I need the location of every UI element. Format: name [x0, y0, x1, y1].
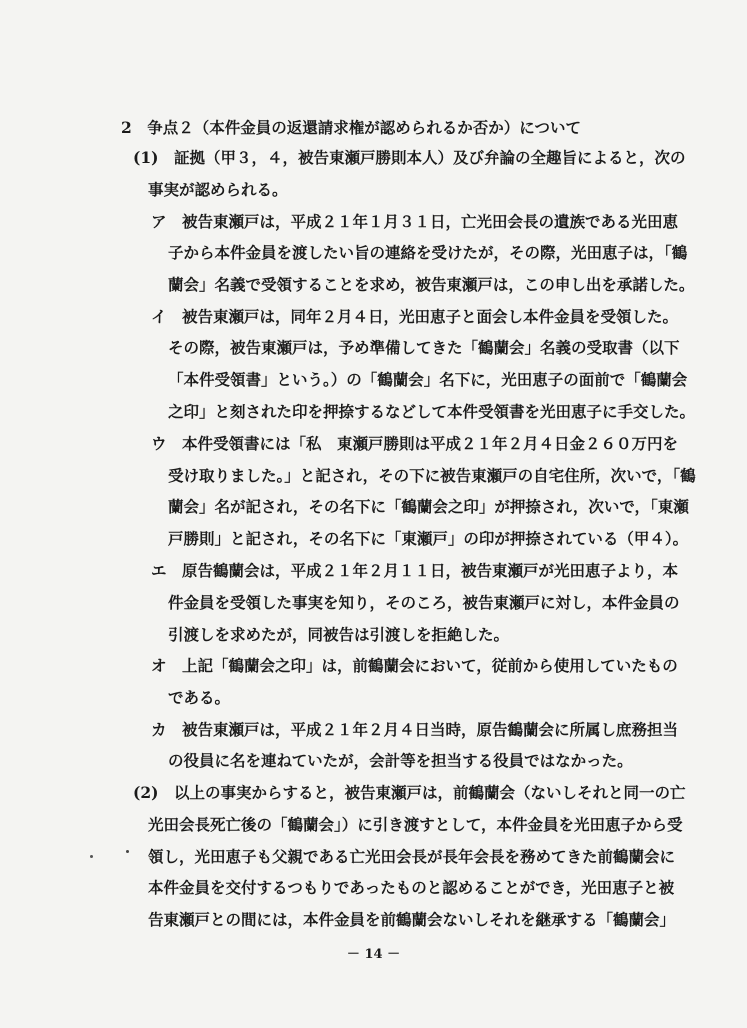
heading-issue-2: 2 争点２（本件金員の返還請求権が認められるか否か）について: [121, 118, 581, 137]
paragraph-line: である。: [168, 688, 231, 707]
paragraph-line: (2) 以上の事実からすると，被告東瀬戸は，前鶴蘭会（ないしそれと同一の亡: [133, 783, 686, 802]
scan-speck: [126, 850, 129, 853]
paragraph-line: 蘭会」名義で受領することを求め，被告東瀬戸は，この申し出を承諾した。: [168, 275, 695, 294]
scan-speck: [90, 855, 93, 858]
paragraph-line: カ 被告東瀬戸は，平成２１年２月４日当時，原告鶴蘭会に所属し庶務担当: [151, 720, 679, 739]
paragraph-line: 本件金員を交付するつもりであったものと認めることができ，光田恵子と被: [148, 878, 675, 897]
paragraph-line: 子から本件金員を渡したい旨の連絡を受けたが，その際，光田恵子は，「鶴: [168, 243, 688, 262]
page-number: － 14 －: [346, 947, 401, 962]
paragraph-line: 之印」と刻された印を押捺するなどして本件受領書を光田恵子に手交した。: [168, 402, 696, 421]
paragraph-line: の役員に名を連ねていたが，会計等を担当する役員ではなかった。: [168, 751, 633, 770]
paragraph-line: 件金員を受領した事実を知り，そのころ，被告東瀬戸に対し，本件金員の: [168, 593, 680, 612]
paragraph-line: 引渡しを求めたが，同被告は引渡しを拒絶した。: [168, 625, 510, 644]
paragraph-line: ウ 本件受領書には「私 東瀬戸勝則は平成２１年２月４日金２６０万円を: [151, 434, 679, 453]
paragraph-line: エ 原告鶴蘭会は，平成２１年２月１１日，被告東瀬戸が光田恵子より，本: [151, 561, 679, 580]
paragraph-line: 事実が認められる。: [148, 180, 288, 199]
paragraph-line: 告東瀬戸との間には，本件金員を前鶴蘭会ないしそれを継承する「鶴蘭会」: [148, 910, 676, 929]
paragraph-line: イ 被告東瀬戸は，同年２月４日，光田恵子と面会し本件金員を受領した。: [151, 307, 679, 326]
paragraph-line: 受け取りました。」と記され，その下に被告東瀬戸の自宅住所，次いで，「鶴: [168, 466, 696, 485]
paragraph-line: (1) 証拠（甲３，４，被告東瀬戸勝則本人）及び弁論の全趣旨によると，次の: [133, 148, 686, 167]
paragraph-line: オ 上記「鶴蘭会之印」は，前鶴蘭会において，従前から使用していたもの: [151, 656, 678, 675]
paragraph-line: 戸勝則」と記され，その名下に「東瀬戸」の印が押捺されている（甲４）。: [168, 529, 689, 548]
paragraph-line: ア 被告東瀬戸は，平成２１年１月３１日，亡光田会長の遺族である光田恵: [151, 212, 679, 231]
paragraph-line: 光田会長死亡後の「鶴蘭会」）に引き渡すとして，本件金員を光田恵子から受: [148, 815, 683, 834]
paragraph-line: 「本件受領書」という。）の「鶴蘭会」名下に，光田恵子の面前で「鶴蘭会: [168, 370, 688, 389]
paragraph-line: 蘭会」名が記され，その名下に「鶴蘭会之印」が押捺され，次いで，「東瀬: [168, 497, 689, 516]
paragraph-line: 領し，光田恵子も父親である亡光田会長が長年会長を務めてきた前鶴蘭会に: [148, 847, 676, 866]
paragraph-line: その際，被告東瀬戸は，予め準備してきた「鶴蘭会」名義の受取書（以下: [168, 338, 680, 357]
